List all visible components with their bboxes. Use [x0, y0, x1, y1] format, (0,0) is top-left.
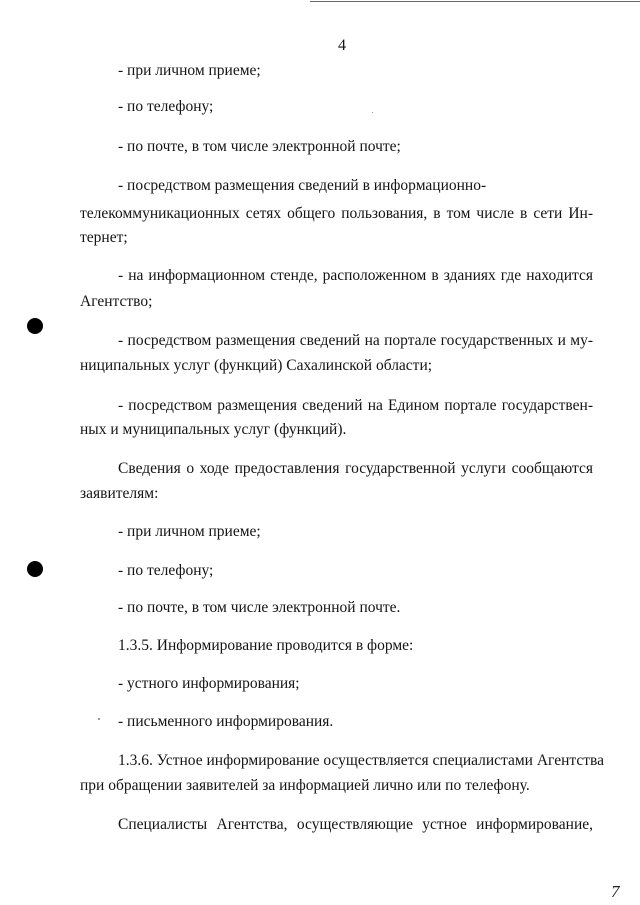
text-line: тернет; — [80, 229, 128, 246]
text-line: - посредством размещения сведений на Едином портале государствен- — [118, 397, 593, 414]
text-line: при обращении заявителей за информацией лично или по телефону. — [80, 777, 530, 794]
text-line: - по телефону; — [118, 562, 214, 579]
scan-speck — [372, 112, 373, 113]
text-line: Сведения о ходе предоставления государственной услуги сообщаются — [118, 460, 593, 477]
text-line: 1.3.6. Устное информирование осуществляется специалистами Агентства — [118, 752, 604, 769]
text-line: - письменного информирования. — [118, 713, 334, 730]
text-line: заявителям: — [80, 485, 159, 502]
page-number: 4 — [338, 37, 346, 54]
scan-speck — [98, 718, 100, 720]
text-line: 1.3.5. Информирование проводится в форме: — [118, 637, 414, 654]
text-line: - на информационном стенде, расположенном в зданиях где находится — [118, 267, 593, 284]
text-line: - по почте, в том числе электронной почте; — [118, 138, 401, 155]
text-line: - устного информирования; — [118, 675, 300, 692]
text-line: - при личном приеме; — [118, 523, 261, 540]
text-line: ных и муниципальных услуг (функций). — [80, 421, 347, 438]
text-line: - посредством размещения сведений на портале государственных и му- — [118, 332, 593, 349]
top-edge-rule — [310, 1, 640, 2]
text-line: телекоммуникационных сетях общего пользования, в том числе в сети Ин- — [80, 205, 593, 222]
text-line: Специалисты Агентства, осуществляющие устное информирование, — [118, 816, 593, 833]
text-line: - по телефону; — [118, 98, 214, 115]
text-line: Агентство; — [80, 293, 153, 310]
text-line: - посредством размещения сведений в информационно- — [118, 177, 487, 194]
binder-punch-hole — [27, 561, 43, 577]
text-line: - по почте, в том числе электронной почте. — [118, 599, 401, 616]
text-line: ниципальных услуг (функций) Сахалинской области; — [80, 357, 433, 374]
text-line: - при личном приеме; — [118, 62, 261, 79]
handwritten-page-mark: 7 — [611, 882, 620, 901]
binder-punch-hole — [27, 318, 43, 334]
